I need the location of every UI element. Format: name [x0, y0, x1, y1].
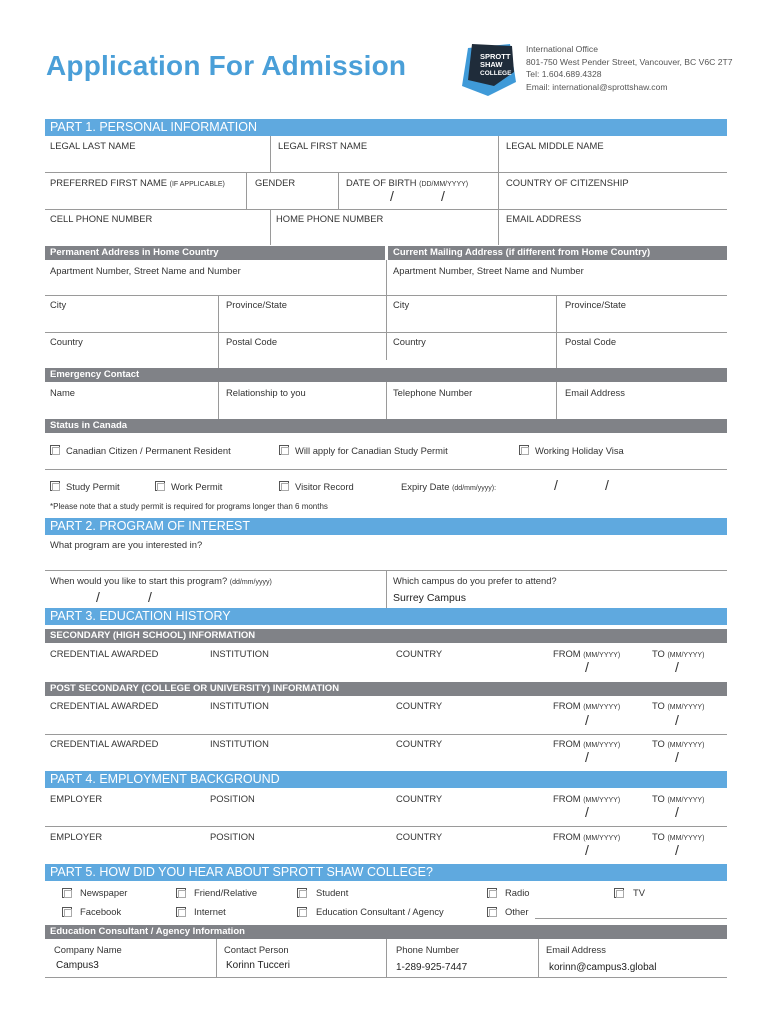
svg-text:SHAW: SHAW	[480, 60, 503, 69]
country-label[interactable]: COUNTRY	[396, 738, 443, 749]
legal-last-name-label[interactable]: LEGAL LAST NAME	[50, 140, 136, 151]
from-label[interactable]: FROM (MM/YYYY)	[553, 831, 621, 842]
position-label[interactable]: POSITION	[210, 793, 255, 804]
source-checkbox-student[interactable]	[297, 888, 307, 898]
source-option-label: Student	[316, 887, 349, 898]
source-checkbox-agency[interactable]	[297, 907, 307, 917]
date-separator: /	[390, 188, 394, 204]
part1-header: PART 1. PERSONAL INFORMATION	[45, 119, 727, 136]
program-question[interactable]: What program are you interested in?	[50, 539, 203, 550]
source-option-label: Radio	[505, 887, 530, 898]
expiry-date-label[interactable]: Expiry Date (dd/mm/yyyy):	[401, 481, 497, 492]
to-label[interactable]: TO (MM/YYYY)	[652, 700, 705, 711]
emergency-name-label[interactable]: Name	[50, 387, 76, 398]
status-header: Status in Canada	[45, 419, 727, 433]
from-label[interactable]: FROM (MM/YYYY)	[553, 700, 621, 711]
source-option-label: Education Consultant / Agency	[316, 906, 444, 917]
mail-street-label[interactable]: Apartment Number, Street Name and Number	[393, 265, 584, 276]
institution-label[interactable]: INSTITUTION	[210, 648, 269, 659]
dob-label[interactable]: DATE OF BIRTH (DD/MM/YYYY)	[346, 177, 469, 188]
date-separator: /	[675, 659, 679, 675]
home-phone-label[interactable]: HOME PHONE NUMBER	[276, 213, 384, 224]
credential-label[interactable]: CREDENTIAL AWARDED	[50, 648, 159, 659]
office-address: 801-750 West Pender Street, Vancouver, BC V6C 2T7	[526, 56, 733, 67]
source-checkbox-friend[interactable]	[176, 888, 186, 898]
date-separator: /	[675, 842, 679, 858]
perm-street-label[interactable]: Apartment Number, Street Name and Number	[50, 265, 241, 276]
date-separator: /	[585, 842, 589, 858]
country-label[interactable]: COUNTRY	[396, 793, 443, 804]
status-option-label: Will apply for Canadian Study Permit	[295, 445, 448, 456]
date-separator: /	[675, 749, 679, 765]
employer-label[interactable]: EMPLOYER	[50, 793, 103, 804]
campus-select[interactable]: Surrey Campus	[393, 592, 466, 604]
date-separator: /	[585, 804, 589, 820]
perm-country-label[interactable]: Country	[50, 336, 83, 347]
source-option-label: Newspaper	[80, 887, 128, 898]
legal-middle-name-label[interactable]: LEGAL MIDDLE NAME	[506, 140, 604, 151]
mail-city-label[interactable]: City	[393, 299, 410, 310]
mail-province-label[interactable]: Province/State	[565, 299, 626, 310]
office-email: Email: international@sprottshaw.com	[526, 81, 668, 92]
date-separator: /	[605, 477, 609, 493]
date-separator: /	[441, 188, 445, 204]
part5-header: PART 5. HOW DID YOU HEAR ABOUT SPROTT SHAW COLLEGE?	[45, 864, 727, 881]
status-option-label: Visitor Record	[295, 481, 354, 492]
date-separator: /	[585, 712, 589, 728]
office-info	[526, 43, 733, 93]
svg-text:COLLEGE: COLLEGE	[480, 70, 512, 77]
permanent-address-header: Permanent Address in Home Country	[45, 246, 385, 260]
emergency-contact-header: Emergency Contact	[45, 368, 727, 382]
campus-question: Which campus do you prefer to attend?	[393, 575, 557, 586]
company-name-field[interactable]: Campus3	[56, 960, 99, 971]
credential-label[interactable]: CREDENTIAL AWARDED	[50, 738, 159, 749]
citizenship-label[interactable]: COUNTRY OF CITIZENSHIP	[506, 177, 629, 188]
part3-header: PART 3. EDUCATION HISTORY	[45, 608, 727, 625]
institution-label[interactable]: INSTITUTION	[210, 738, 269, 749]
status-checkbox-visitor-record[interactable]	[279, 481, 289, 491]
emergency-phone-label[interactable]: Telephone Number	[393, 387, 473, 398]
source-option-label: Facebook	[80, 906, 122, 917]
cell-phone-label[interactable]: CELL PHONE NUMBER	[50, 213, 153, 224]
mail-postal-label[interactable]: Postal Code	[565, 336, 617, 347]
source-checkbox-radio[interactable]	[487, 888, 497, 898]
to-label[interactable]: TO (MM/YYYY)	[652, 793, 705, 804]
svg-text:SPROTT: SPROTT	[480, 52, 511, 61]
source-checkbox-newspaper[interactable]	[62, 888, 72, 898]
college-logo	[458, 42, 520, 98]
post-secondary-header: POST SECONDARY (COLLEGE OR UNIVERSITY) INFORMATION	[45, 682, 727, 696]
perm-postal-label[interactable]: Postal Code	[226, 336, 278, 347]
agency-info-header: Education Consultant / Agency Information	[45, 925, 727, 939]
from-label[interactable]: FROM (MM/YYYY)	[553, 793, 621, 804]
page-title: Application For Admission	[46, 50, 407, 81]
from-label[interactable]: FROM (MM/YYYY)	[553, 648, 621, 659]
legal-first-name-label[interactable]: LEGAL FIRST NAME	[278, 140, 368, 151]
office-name: International Office	[526, 44, 598, 54]
source-checkbox-tv[interactable]	[614, 888, 624, 898]
mail-country-label[interactable]: Country	[393, 336, 426, 347]
date-separator: /	[148, 589, 152, 605]
start-date-question[interactable]: When would you like to start this program? (dd/mm/yyyy)	[50, 575, 272, 586]
status-checkbox-study-permit[interactable]	[50, 481, 60, 491]
agency-email-field[interactable]: korinn@campus3.global	[549, 962, 657, 973]
gender-label[interactable]: GENDER	[255, 177, 296, 188]
status-checkbox-study-permit-apply[interactable]	[279, 445, 289, 455]
country-label[interactable]: COUNTRY	[396, 831, 443, 842]
emergency-email-label[interactable]: Email Address	[565, 387, 625, 398]
date-separator: /	[675, 712, 679, 728]
office-tel: Tel: 1.604.689.4328	[526, 69, 602, 79]
country-label[interactable]: COUNTRY	[396, 648, 443, 659]
contact-person-label: Contact Person	[224, 944, 289, 955]
perm-province-label[interactable]: Province/State	[226, 299, 287, 310]
country-label[interactable]: COUNTRY	[396, 700, 443, 711]
status-checkbox-working-holiday[interactable]	[519, 445, 529, 455]
source-option-label: Friend/Relative	[194, 887, 258, 898]
agency-email-label: Email Address	[546, 944, 606, 955]
part4-header: PART 4. EMPLOYMENT BACKGROUND	[45, 771, 727, 788]
to-label[interactable]: TO (MM/YYYY)	[652, 648, 705, 659]
study-permit-note: *Please note that a study permit is required for programs longer than 6 months	[50, 502, 328, 511]
perm-city-label[interactable]: City	[50, 299, 67, 310]
source-checkbox-facebook[interactable]	[62, 907, 72, 917]
mailing-address-header: Current Mailing Address (if different from Home Country)	[388, 246, 727, 260]
source-option-label: TV	[633, 887, 645, 898]
contact-person-field[interactable]: Korinn Tucceri	[226, 960, 290, 971]
date-separator: /	[585, 749, 589, 765]
from-label[interactable]: FROM (MM/YYYY)	[553, 738, 621, 749]
credential-label[interactable]: CREDENTIAL AWARDED	[50, 700, 159, 711]
source-checkbox-other[interactable]	[487, 907, 497, 917]
to-label[interactable]: TO (MM/YYYY)	[652, 738, 705, 749]
source-checkbox-internet[interactable]	[176, 907, 186, 917]
status-checkbox-work-permit[interactable]	[155, 481, 165, 491]
source-option-label: Internet	[194, 906, 226, 917]
agency-phone-field[interactable]: 1-289-925-7447	[396, 962, 468, 973]
employer-label[interactable]: EMPLOYER	[50, 831, 103, 842]
date-separator: /	[675, 804, 679, 820]
status-checkbox-citizen[interactable]	[50, 445, 60, 455]
part2-header: PART 2. PROGRAM OF INTEREST	[45, 518, 727, 535]
institution-label[interactable]: INSTITUTION	[210, 700, 269, 711]
status-option-label: Canadian Citizen / Permanent Resident	[66, 445, 231, 456]
to-label[interactable]: TO (MM/YYYY)	[652, 831, 705, 842]
date-separator: /	[96, 589, 100, 605]
email-label[interactable]: EMAIL ADDRESS	[506, 213, 582, 224]
date-separator: /	[554, 477, 558, 493]
status-option-label: Working Holiday Visa	[535, 445, 624, 456]
status-option-label: Work Permit	[171, 481, 223, 492]
status-option-label: Study Permit	[66, 481, 120, 492]
preferred-name-label[interactable]: PREFERRED FIRST NAME (IF APPLICABLE)	[50, 177, 225, 188]
agency-phone-label: Phone Number	[396, 944, 460, 955]
source-option-label: Other	[505, 906, 529, 917]
company-name-label: Company Name	[54, 944, 122, 955]
date-separator: /	[585, 659, 589, 675]
position-label[interactable]: POSITION	[210, 831, 255, 842]
secondary-header: SECONDARY (HIGH SCHOOL) INFORMATION	[45, 629, 727, 643]
emergency-relationship-label[interactable]: Relationship to you	[226, 387, 306, 398]
